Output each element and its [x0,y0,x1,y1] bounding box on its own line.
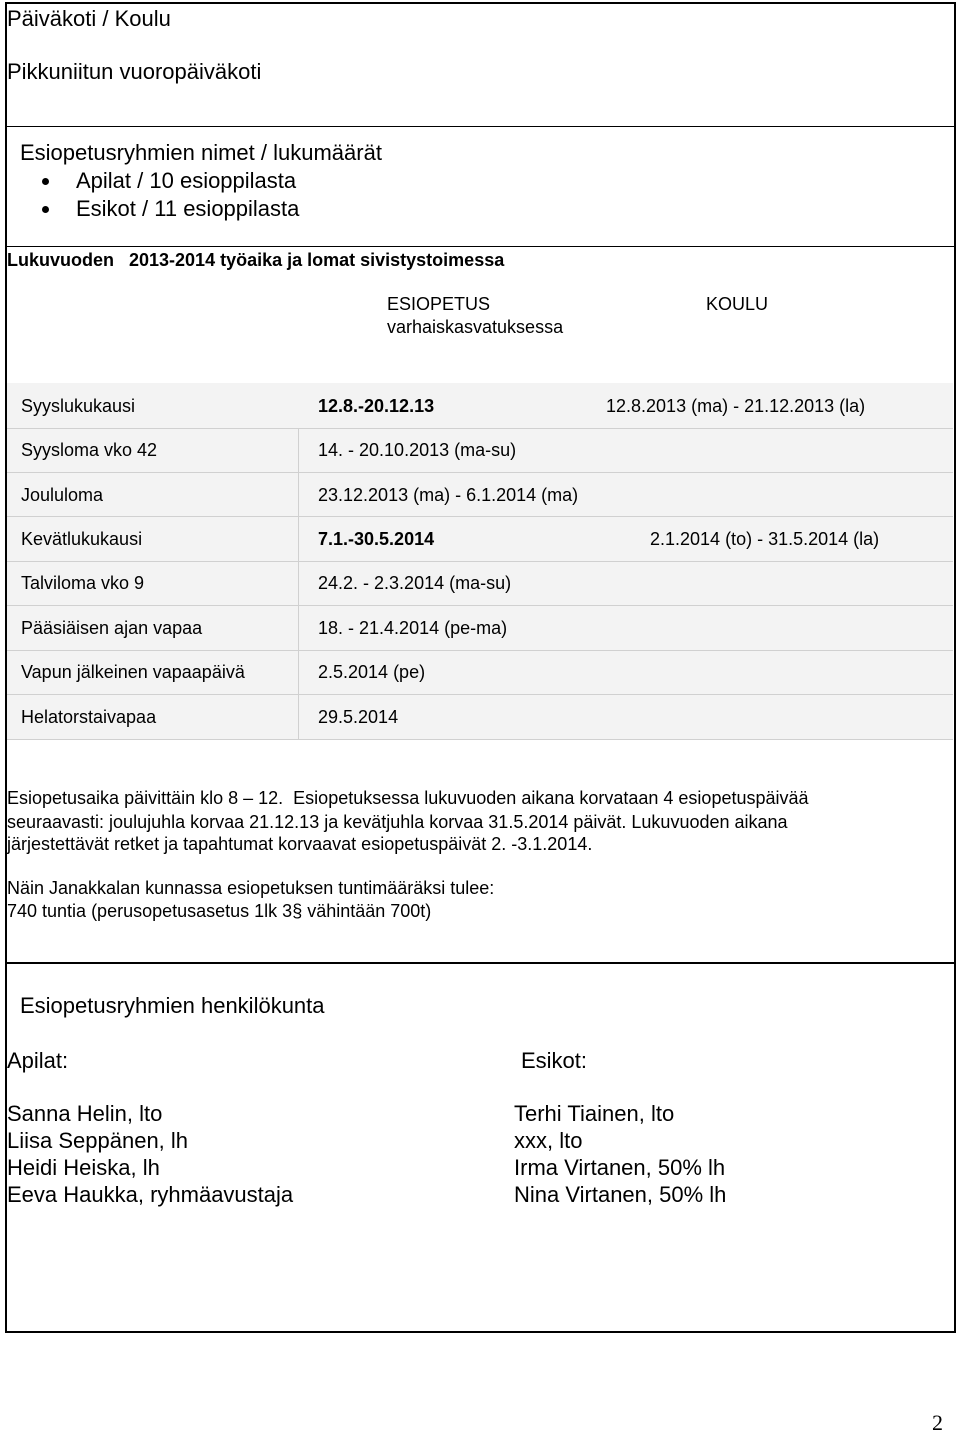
divider-3 [5,962,956,964]
bullet-icon [42,206,49,213]
col-esiopetus-heading: ESIOPETUS [387,294,491,314]
esikot-staff-member: xxx, lto [514,1128,583,1153]
table-row-label: Syysloma vko 42 [21,440,158,460]
table-row-line [7,428,953,429]
header-line-1: Päiväkoti / Koulu [7,6,171,31]
table-row-line [7,739,953,740]
frame-bottom [5,1331,956,1333]
table-row-esiopetus: 2.5.2014 (pe) [318,662,426,682]
col-koulu-heading: KOULU [706,294,769,314]
col-esiopetus-subheading: varhaiskasvatuksessa [387,317,564,337]
table-row-esiopetus: 14. - 20.10.2013 (ma-su) [318,440,517,460]
table-row-label: Talviloma vko 9 [21,573,145,593]
page-number: 2 [932,1410,943,1435]
table-row-koulu: 12.8.2013 (ma) - 21.12.2013 (la) [606,396,866,416]
frame-right [954,2,956,1333]
table-row-line [7,694,953,695]
table-row-label: Helatorstaivapaa [21,707,157,727]
esikot-staff-member: Terhi Tiainen, lto [514,1101,675,1126]
apilat-staff-member: Eeva Haukka, ryhmäavustaja [7,1182,294,1207]
notes-line: Esiopetusaika päivittäin klo 8 – 12. Esiopetuksessa lukuvuoden aikana korvataan 4 esiopetuspäivää [7,788,809,808]
table-row-line [7,472,953,473]
group-item: Esikot / 11 esioppilasta [76,196,300,221]
apilat-staff-member: Heidi Heiska, lh [7,1155,160,1180]
staff-title: Esiopetusryhmien henkilökunta [20,993,325,1018]
frame-top [5,2,956,4]
groups-title: Esiopetusryhmien nimet / lukumäärät [20,140,382,165]
table-row-label: Syyslukukausi [21,396,136,416]
notes-line: seuraavasti: joulujuhla korvaa 21.12.13 ja kevätjuhla korvaa 31.5.2014 päivät. Lukuvuoden aikana [7,812,788,832]
table-row-label: Kevätlukukausi [21,529,143,549]
table-row-line [7,561,953,562]
apilat-staff-member: Liisa Seppänen, lh [7,1128,189,1153]
divider-1 [5,126,956,127]
apilat-staff-member: Sanna Helin, lto [7,1101,163,1126]
table-col-line [298,428,299,739]
schedule-title: Lukuvuoden 2013-2014 työaika ja lomat sivistystoimessa [7,250,505,270]
table-row-label: Joululoma [21,485,104,505]
table-row-line [7,516,953,517]
group-item: Apilat / 10 esioppilasta [76,168,297,193]
table-row-label: Pääsiäisen ajan vapaa [21,618,203,638]
table-row-esiopetus: 18. - 21.4.2014 (pe-ma) [318,618,508,638]
table-row-label: Vapun jälkeinen vapaapäivä [21,662,245,682]
esikot-staff-member: Nina Virtanen, 50% lh [514,1182,727,1207]
table-row-line [7,650,953,651]
divider-2 [5,246,956,247]
header-line-2: Pikkuniitun vuoropäiväkoti [7,59,262,84]
table-row-koulu: 2.1.2014 (to) - 31.5.2014 (la) [650,529,880,549]
apilat-heading: Apilat: [7,1048,69,1073]
table-row-line [7,605,953,606]
table-row-esiopetus: 12.8.-20.12.13 [318,396,435,416]
notes-line: 740 tuntia (perusopetusasetus 1lk 3§ vähintään 700t) [7,901,432,921]
table-row-esiopetus: 24.2. - 2.3.2014 (ma-su) [318,573,512,593]
esikot-heading: Esikot: [521,1048,588,1073]
esikot-staff-member: Irma Virtanen, 50% lh [514,1155,726,1180]
notes-line: järjestettävät retket ja tapahtumat korvaavat esiopetuspäivät 2. -3.1.2014. [7,834,593,854]
table-row-esiopetus: 23.12.2013 (ma) - 6.1.2014 (ma) [318,485,579,505]
table-row-esiopetus: 7.1.-30.5.2014 [318,529,435,549]
bullet-icon [42,178,49,185]
notes-line: Näin Janakkalan kunnassa esiopetuksen tuntimääräksi tulee: [7,878,495,898]
table-row-esiopetus: 29.5.2014 [318,707,399,727]
